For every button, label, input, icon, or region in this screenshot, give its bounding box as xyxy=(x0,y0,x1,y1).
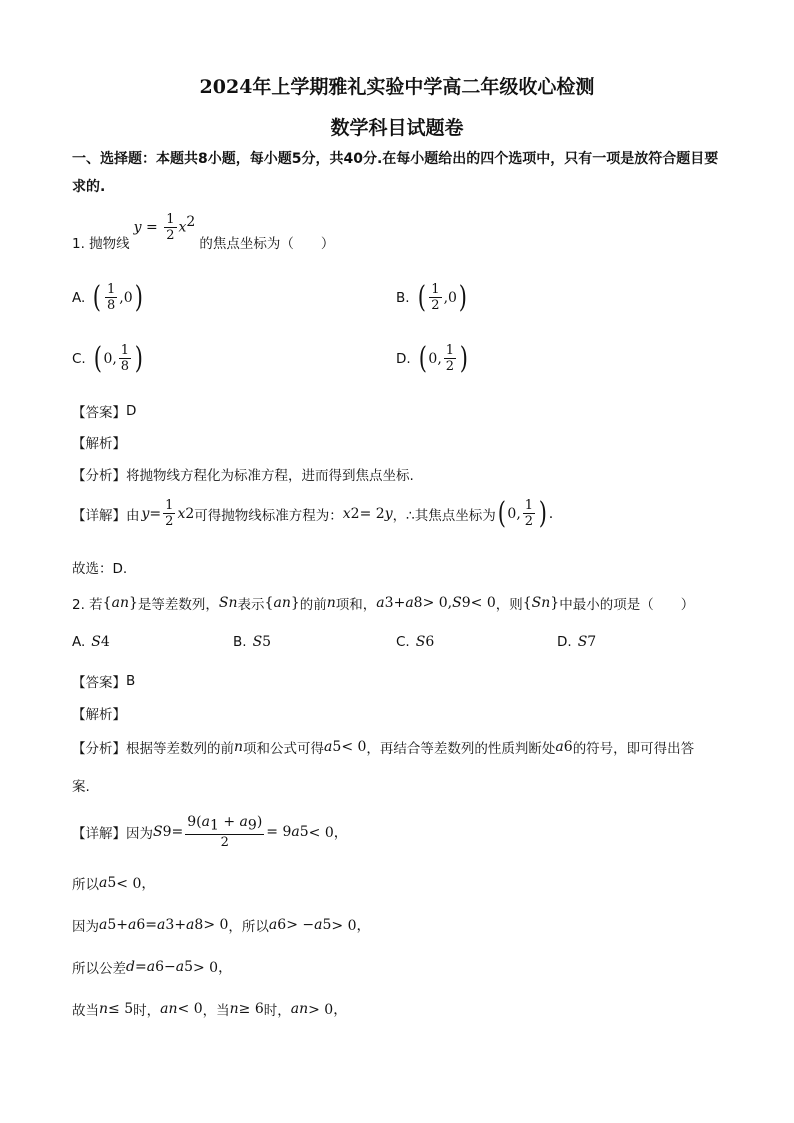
q2-line-1: 所以 a 5 < 0， xyxy=(72,875,156,893)
q1-option-a: A. ( $\frac{1}{8}$ ,0 ) xyxy=(72,279,143,315)
q2-fenxi: 【分析】 根据等差数列的前 n 项和公式可得 a 5 < 0 ，再结合等差数列的性质判断处 a 6 的符号，即可得出答 xyxy=(72,739,695,757)
page-subtitle: 数学科目试题卷 xyxy=(330,117,464,139)
q1-option-c: C. ( 0, $\frac{1}{8}$ ) xyxy=(72,340,144,376)
q1-detail: 【详解】 由 y = $\frac{1}{2}$ x 2 可得抛物线标准方程为： x 2 = 2 y ，∴其焦点坐标为 ( 0, $\frac{1}{2}$ ) . xyxy=(72,495,554,531)
q2-option-c: C. S 6 xyxy=(396,634,435,650)
q1-equation: y = $\frac{1}{2}$ $x^2$ xyxy=(133,212,196,243)
q1-fenxi: 【分析】 将抛物线方程化为标准方程，进而得到焦点坐标. xyxy=(72,468,414,484)
q2-option-a: A. S 4 xyxy=(72,634,110,650)
q2-detail: 【详解】 因为 S 9 = $\frac{9(a_1 + a_9)}{2}$ = 9 a 5 < 0， xyxy=(72,814,348,850)
q2-stem: 2. 若 { a n } 是等差数列， S n 表示 { a n } 的前 n 项和， a 3 + a 8 > 0, S 9 < 0 ，则 { S n } 中最小的项是（ ） xyxy=(72,595,695,613)
q2-option-b: B. S 5 xyxy=(233,634,272,650)
q2-line-4: 故当 n ≤ 5 时， a n < 0 ，当 n ≥ 6 时， a n > 0， xyxy=(72,1001,348,1019)
q1-option-b: B. ( $\frac{1}{2}$ ,0 ) xyxy=(396,279,467,315)
q2-analysis-tag: 【解析】 xyxy=(72,707,126,723)
section-intro: 一、选择题：本题共8小题，每小题5分，共40分.在每小题给出的四个选项中，只有一项是放符合题目要求的. xyxy=(72,151,719,195)
q2-option-d: D. S 7 xyxy=(557,634,597,650)
q1-choose: 故选：D. xyxy=(72,561,128,577)
q1-stem-tail: 的焦点坐标为（ ） xyxy=(199,235,335,252)
q1-stem xyxy=(72,212,335,257)
q2-answer: 【答案】 B xyxy=(72,673,136,691)
q1-analysis-tag: 【解析】 xyxy=(72,436,126,452)
q2-line-2: 因为 a 5 + a 6 = a 3 + a 8 > 0 ，所以 a 6 > − a 5 > 0， xyxy=(72,917,371,935)
q2-line-3: 所以公差 d = a 6 − a 5 > 0， xyxy=(72,959,233,977)
page-title: 2024年上学期雅礼实验中学高二年级收心检测 xyxy=(199,76,595,98)
q2-fenxi-cont: 案. xyxy=(72,779,90,795)
q1-number: 1. 抛物线 xyxy=(72,235,130,252)
q1-answer: 【答案】 D xyxy=(72,403,137,421)
q1-option-d: D. ( 0, $\frac{1}{2}$ ) xyxy=(396,340,469,376)
